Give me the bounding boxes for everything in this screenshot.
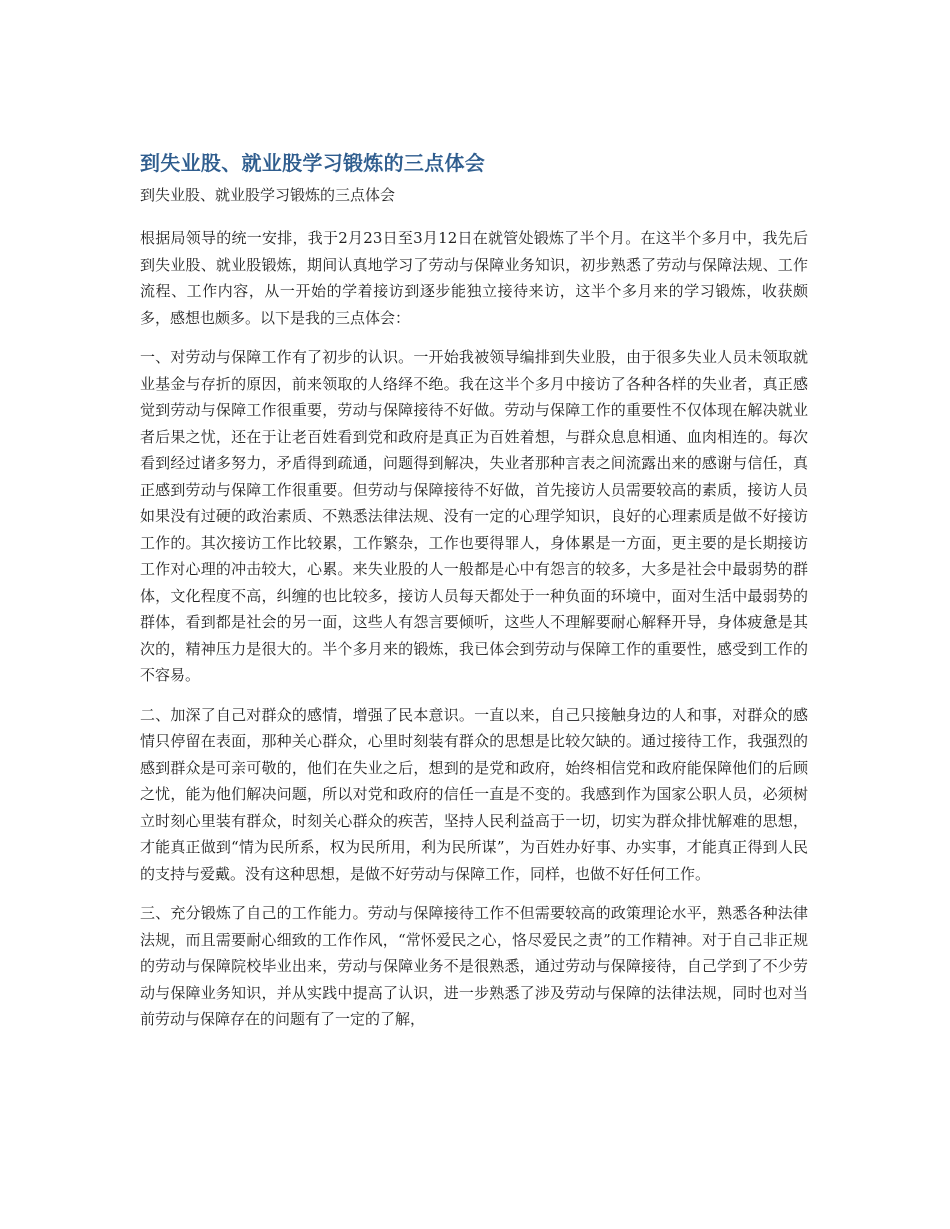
document-page xyxy=(140,148,808,1033)
paragraph-intro: 根据局领导的统一安排，我于2月23日至3月12日在就管处锻炼了半个月。在这半个多月中，我先后到失业股、就业股锻炼，期间认真地学习了劳动与保障业务知识，初步熟悉了劳动与保障法规、工作流程、工作内容，从一开始的学着接访到逐步能独立接待来访，这半个多月来的学习锻炼，收获颇多，感想也颇多。以下是我的三点体会： xyxy=(140,229,808,327)
paragraph-point-one: 一、对劳动与保障工作有了初步的认识。一开始我被领导编排到失业股，由于很多失业人员未领取就业基金与存折的原因，前来领取的人络绎不绝。我在这半个多月中接访了各种各样的失业者，真正感觉到劳动与保障工作很重要，劳动与保障接待不好做。劳动与保障工作的重要性不仅体现在解决就业者后果之忧，还在于让老百姓看到党和政府是真正为百姓着想，与群众息息相通、血肉相连的。每次看到经过诸多努力，矛盾得到疏通，问题得到解决，失业者那种言表之间流露出来的感谢与信任，真正感到劳动与保障工作很重要。但劳动与保障接待不好做，首先接访人员需要较高的素质，接访人员如果没有过硬的政治素质、不熟悉法律法规、没有一定的心理学知识，良好的心理素质是做不好接访工作的。其次接访工作比较累，工作繁杂，工作也要得罪人，身体累是一方面，更主要的是长期接访工作对心理的冲击较大，心累。来失业股的人一般都是心中有怨言的较多，大多是社会中最弱势的群体，文化程度不高，纠缠的也比较多，接访人员每天都处于一种负面的环境中，面对生活中最弱势的群体，看到都是社会的另一面，这些人有怨言要倾听，这些人不理解要耐心解释开导，身体疲惫是其次的，精神压力是很大的。半个多月来的锻炼，我已体会到劳动与保障工作的重要性，感受到工作的不容易。 xyxy=(140,348,808,684)
document-subtitle: 到失业股、就业股学习锻炼的三点体会 xyxy=(140,186,396,204)
paragraph-point-three: 三、充分锻炼了自己的工作能力。劳动与保障接待工作不但需要较高的政策理论水平，熟悉各种法律法规，而且需要耐心细致的工作作风，“常怀爱民之心，恪尽爱民之责”的工作精神。对于自己非正规的劳动与保障院校毕业出来，劳动与保障业务不是很熟悉，通过劳动与保障接待，自己学到了不少劳动与保障业务知识，并从实践中提高了认识，进一步熟悉了涉及劳动与保障的法律法规，同时也对当前劳动与保障存在的问题有了一定的了解， xyxy=(140,904,808,1028)
document-title: 到失业股、就业股学习锻炼的三点体会 xyxy=(140,151,486,175)
paragraph-point-two: 二、加深了自己对群众的感情，增强了民本意识。一直以来，自己只接触身边的人和事，对群众的感情只停留在表面，那种关心群众，心里时刻装有群众的思想是比较欠缺的。通过接待工作，我强烈的感到群众是可亲可敬的，他们在失业之后，想到的是党和政府，始终相信党和政府能保障他们的后顾之忧，能为他们解决问题，所以对党和政府的信任一直是不变的。我感到作为国家公职人员，必须树立时刻心里装有群众，时刻关心群众的疾苦，坚持人民利益高于一切，切实为群众排忧解难的思想，才能真正做到“情为民所系，权为民所用，利为民所谋”，为百姓办好事、办实事，才能真正得到人民的支持与爱戴。没有这种思想，是做不好劳动与保障工作，同样，也做不好任何工作。 xyxy=(140,705,808,883)
